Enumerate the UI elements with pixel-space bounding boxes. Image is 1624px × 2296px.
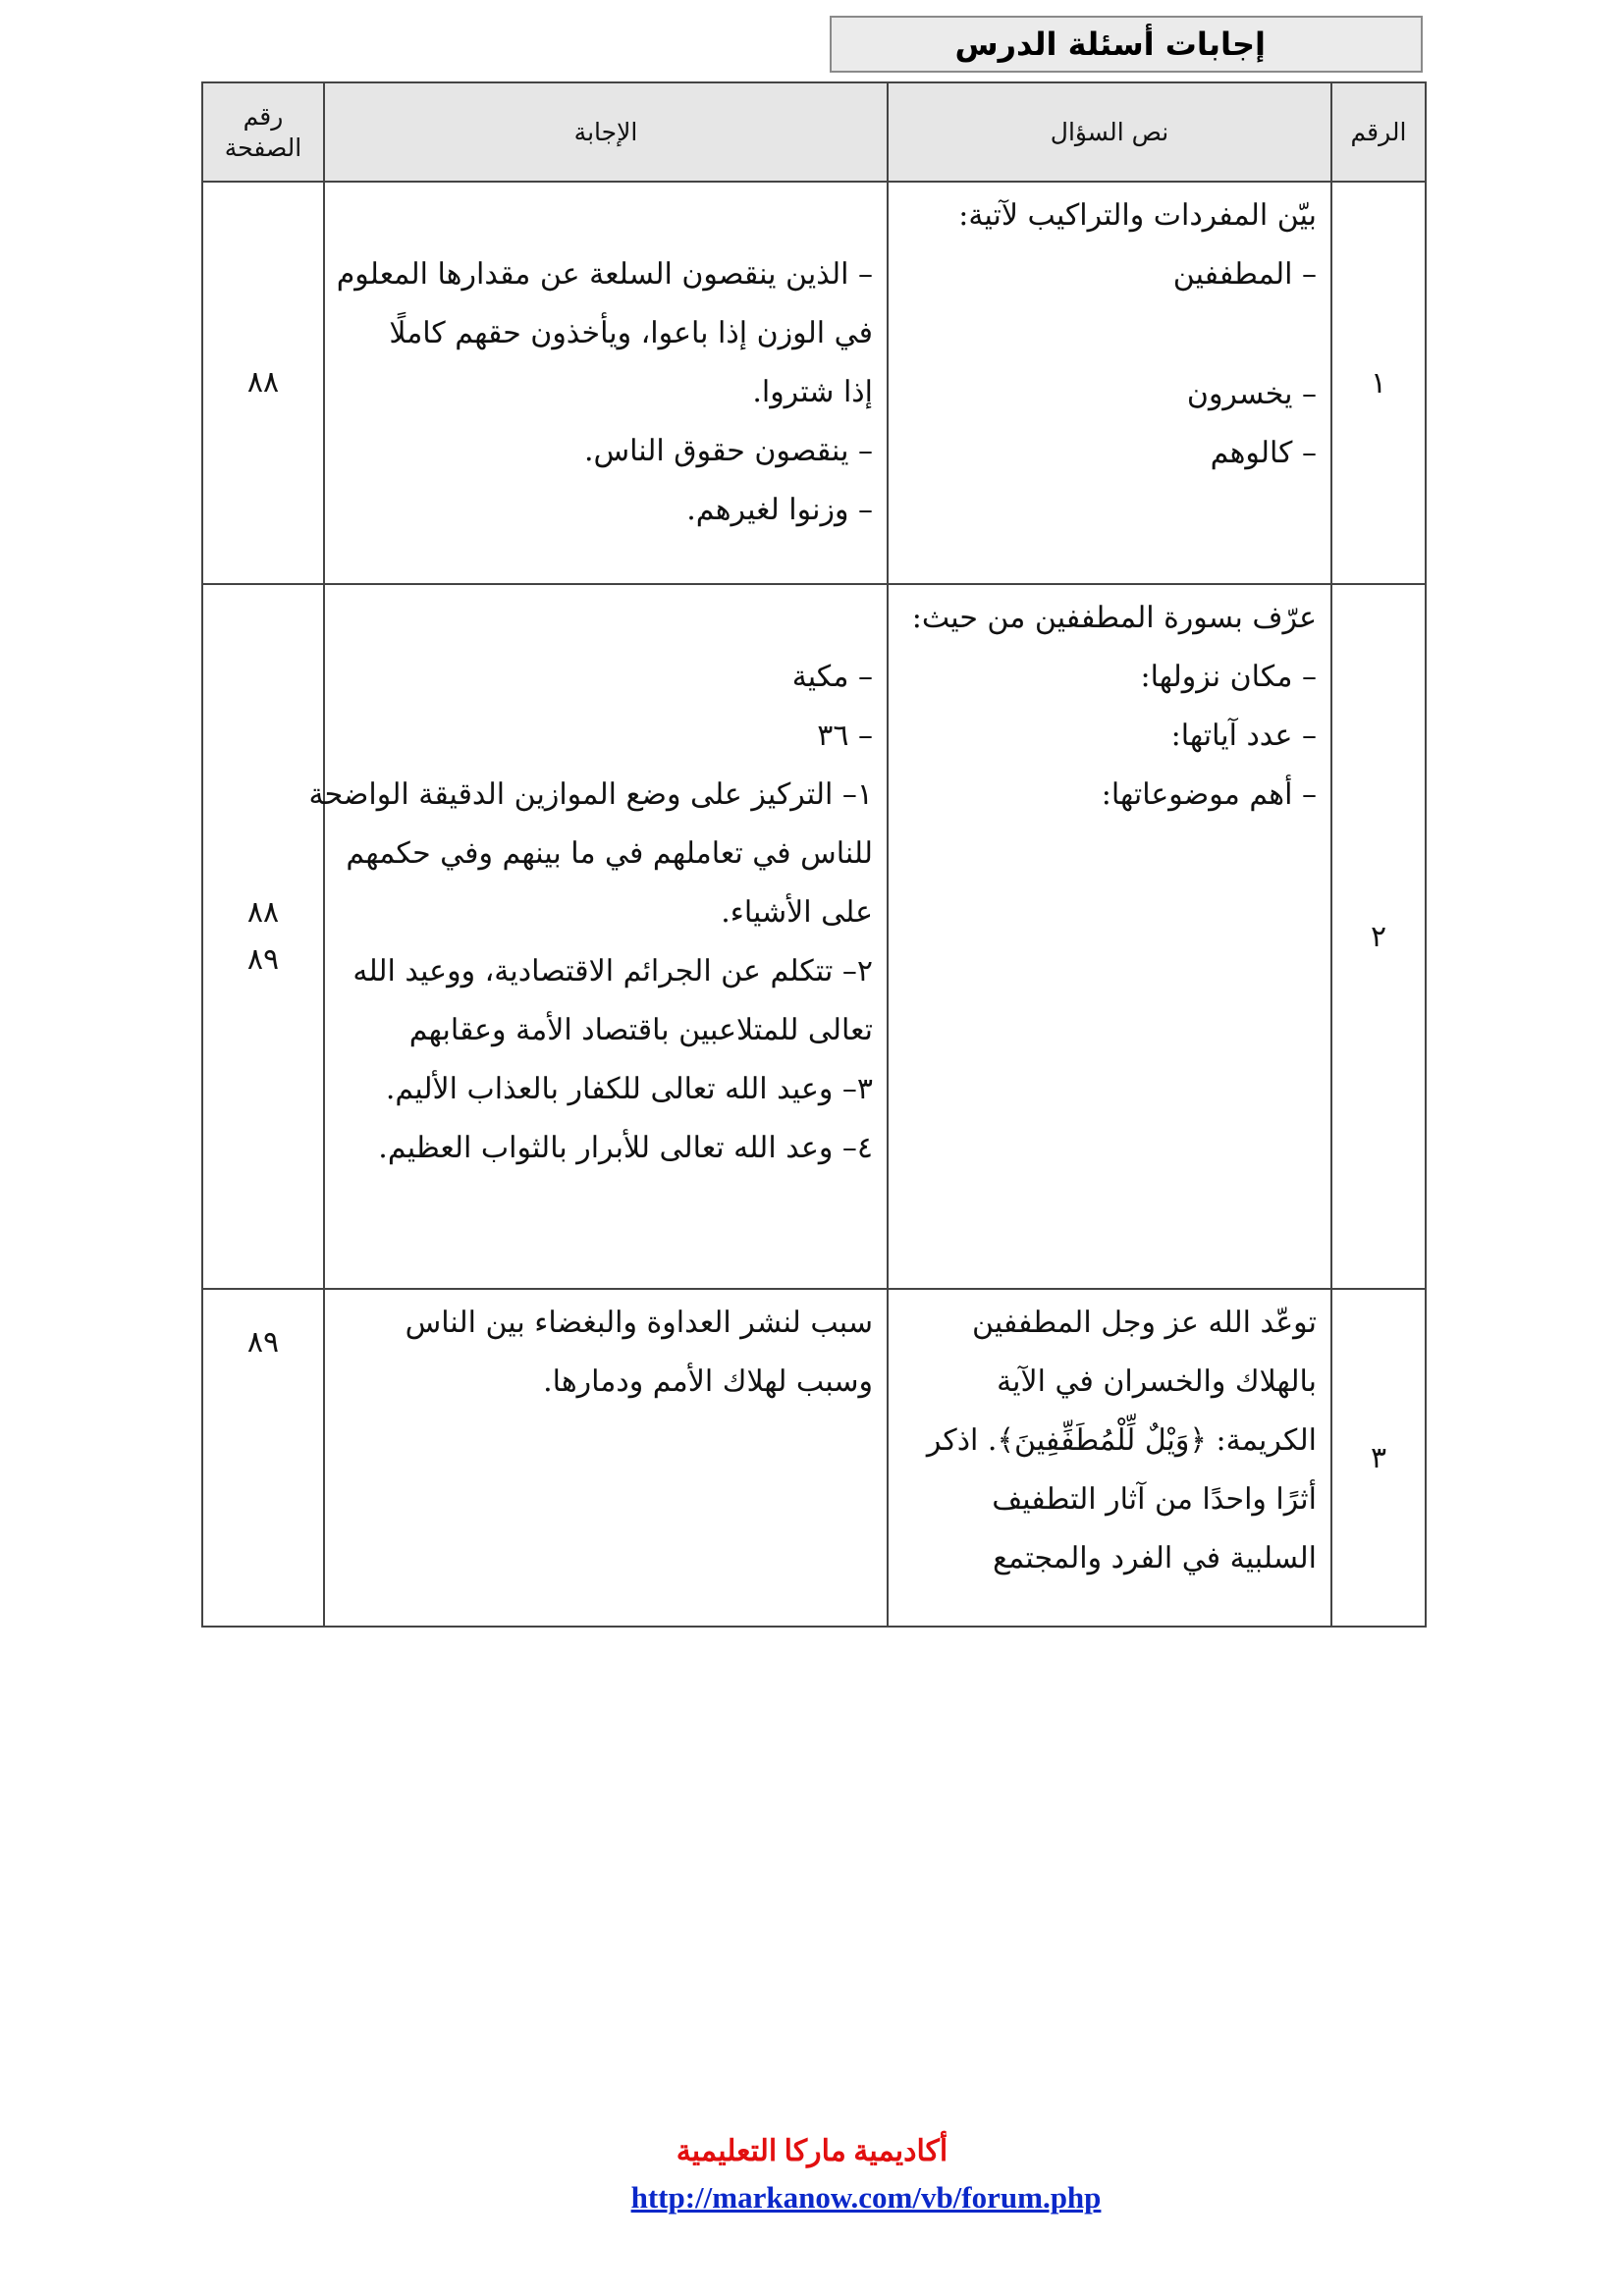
answer-line: – وزنوا لغيرهم. — [686, 493, 873, 527]
page-number-value: ٨٨ — [246, 895, 280, 930]
answer-text: سبب لنشر العداوة والبغضاء بين الناس وسبب لهلاك الأمم ودمارها. — [405, 1306, 873, 1399]
page-number-value: ٨٨ — [246, 365, 280, 400]
question-cell — [888, 182, 1331, 584]
header-page-line2: الصفحة — [224, 133, 302, 162]
table-row — [202, 182, 1426, 584]
header-page-line1: رقم — [243, 101, 284, 131]
header-page — [202, 82, 324, 182]
question-item: – كالوهم — [1210, 436, 1317, 470]
answers-table — [201, 81, 1427, 1628]
answer-line: – ٣٦ — [817, 719, 873, 753]
answer-line: ٤– وعد الله تعالى للأبرار بالثواب العظيم. — [378, 1131, 873, 1165]
footer-academy-name: أكاديمية ماركا التعليمية — [676, 2135, 948, 2167]
answer-cell — [324, 182, 888, 584]
page-number — [202, 182, 324, 584]
question-item: – أهم موضوعاتها: — [1101, 777, 1317, 812]
page-number — [202, 584, 324, 1289]
answer-line: على الأشياء. — [721, 895, 873, 930]
table-row — [202, 584, 1426, 1289]
answer-line: ١– التركيز على وضع الموازين الدقيقة الواضحة — [308, 777, 873, 812]
question-intro: عرّف بسورة المطففين من حيث: — [911, 601, 1317, 635]
row-number: ٣ — [1331, 1289, 1426, 1627]
answer-line: في الوزن إذا باعوا، ويأخذون حقهم كاملًا — [389, 316, 873, 350]
header-question: نص السؤال — [888, 82, 1331, 182]
page-number — [202, 1289, 324, 1627]
question-cell — [888, 584, 1331, 1289]
table-header-row — [202, 82, 1426, 182]
question-item: – المطففين — [1172, 257, 1317, 292]
answer-line: – الذين ينقصون السلعة عن مقدارها المعلوم — [336, 257, 873, 292]
answer-line: تعالى للمتلاعبين باقتصاد الأمة وعقابهم — [408, 1013, 873, 1047]
answer-cell — [324, 1289, 888, 1627]
answer-line: للناس في تعاملهم في ما بينهم وفي حكمهم — [346, 836, 873, 871]
answer-cell — [308, 584, 888, 1289]
question-item: – عدد آياتها: — [1170, 719, 1317, 753]
question-cell — [888, 1289, 1331, 1627]
header-num: الرقم — [1331, 82, 1426, 182]
table-row — [202, 1289, 1426, 1627]
footer-forum-link[interactable]: http://markanow.com/vb/forum.php — [630, 2180, 1102, 2215]
header-answer: الإجابة — [324, 82, 888, 182]
answer-line: – مكية — [791, 660, 873, 694]
row-number: ٢ — [1331, 584, 1426, 1289]
row-number: ١ — [1331, 182, 1426, 584]
question-item: – مكان نزولها: — [1140, 660, 1317, 694]
page-number-value: ٨٩ — [246, 1325, 280, 1360]
question-item: – يخسرون — [1186, 377, 1317, 411]
page-title: إجابات أسئلة الدرس — [830, 16, 1423, 73]
answer-line: – ينقصون حقوق الناس. — [583, 434, 873, 468]
page-number-value: ٨٩ — [246, 942, 280, 977]
answer-line: ٣– وعيد الله تعالى للكفار بالعذاب الأليم. — [385, 1072, 873, 1106]
answer-line: ٢– تتكلم عن الجرائم الاقتصادية، ووعيد الله — [352, 954, 873, 988]
question-text: توعّد الله عز وجل المطففين بالهلاك والخسران في الآية الكريمة: ﴿وَيْلٌ لِّلْمُطَفِّفِينَ﴾. اذكر أثرًا واحدًا من آثار التطفيف السلبية في الفرد والمجتمع — [926, 1306, 1317, 1575]
question-intro: بيّن المفردات والتراكيب لآتية: — [958, 198, 1317, 233]
answer-line: إذا شتروا. — [752, 375, 873, 409]
